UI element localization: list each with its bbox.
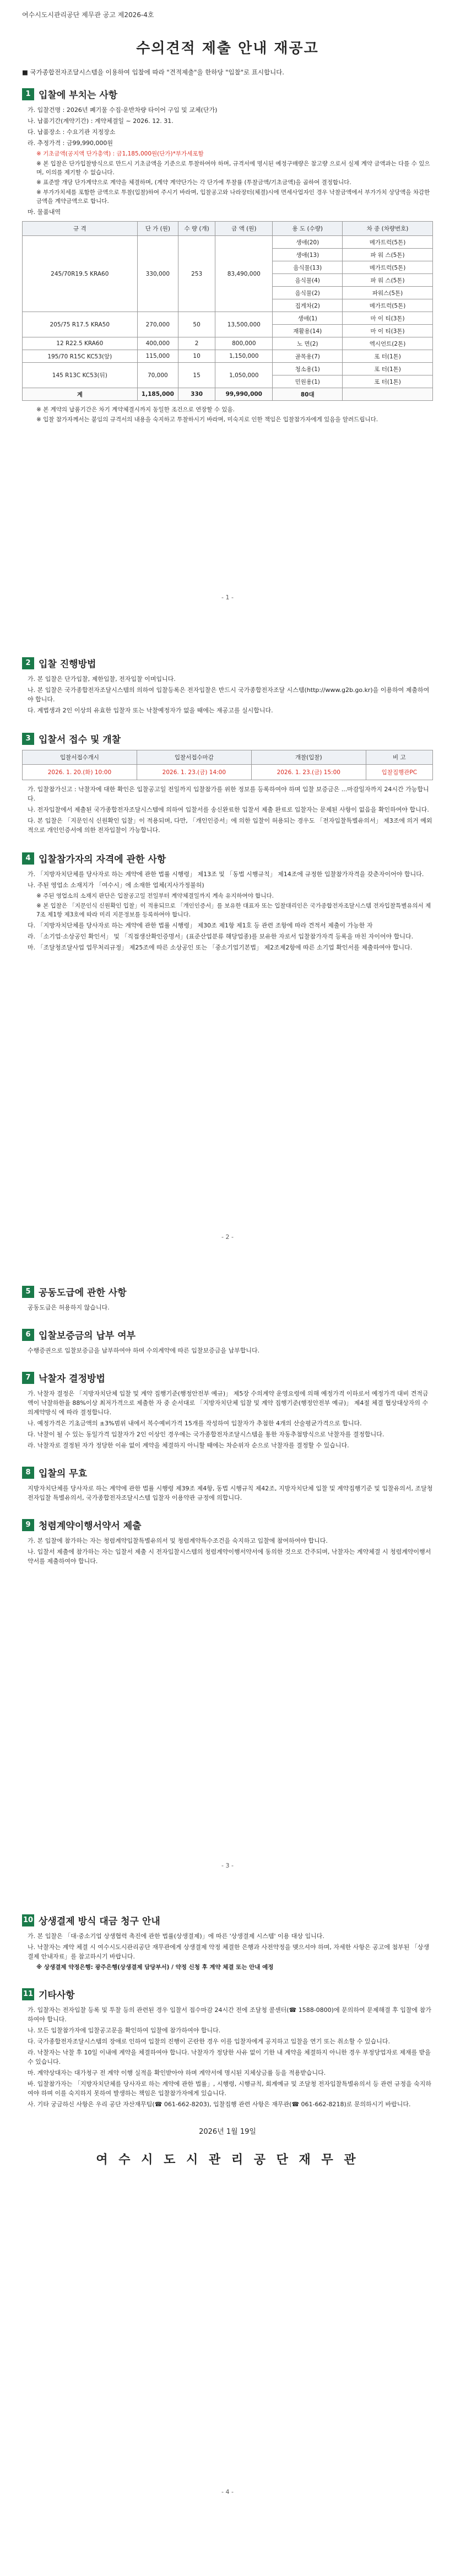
section-2 [22, 656, 433, 715]
section-title: 입찰참가자의 자격에 관한 사항 [39, 854, 166, 865]
section-5 [22, 1285, 433, 1312]
section-item: 나. 입찰서 제출에 참가하는 자는 입찰서 제출 시 전자입찰시스템의 청렴계약이행서약서에 동의한 것으로 간주되며, 낙찰자는 계약체결 시 청렴계약이행서약서를 제출하여야 합니다. [28, 1548, 431, 1565]
notice-number: 여수시도시관리공단 제무관 공고 제2026-4호 [22, 11, 154, 19]
section-item: 가. 본 입찰은 단가입찰, 제한입찰, 전자입찰 이며입니다. [28, 675, 176, 683]
section-title: 입찰의 무효 [39, 1468, 88, 1479]
table-cell: 195/70 R15C KC53(앞) [23, 350, 138, 363]
table-cell: 330 [178, 388, 215, 401]
table-cell: 99,990,000 [215, 388, 273, 401]
section-title: 입찰에 부치는 사항 [39, 90, 118, 101]
table-cell: 포 터(1톤) [343, 350, 433, 363]
table-header: 단 가 (원) [137, 222, 178, 236]
document-title: 수의견적 제출 안내 재공고 [136, 40, 319, 57]
section-item: 라. 「소기업·소상공인 확인서」 및 「직접생산확인증명서」(표준산업분류 해당업종)를 보유한 자로서 입찰참가자격 등록을 마친 자이어야 합니다. [28, 933, 414, 940]
page-number: - 3 - [221, 1862, 234, 1869]
table-cell: 마 이 티(3톤) [343, 325, 433, 337]
section-3 [22, 732, 433, 835]
section-8 [22, 1466, 433, 1502]
table-cell: 1,050,000 [215, 363, 273, 388]
table-header: 용 도 (수량) [273, 222, 343, 236]
section-item: 가. 본 입찰에 참가하는 자는 청렴계약입찰특별유의서 및 청렴계약특수조건을 숙지하고 입찰에 참여하여야 합니다. [28, 1537, 328, 1544]
section-number-badge: 5 [22, 1286, 34, 1298]
page-2 [22, 640, 433, 1246]
table-cell: 1,185,000 [137, 388, 178, 401]
page-1 [22, 0, 433, 607]
signature-organization: 여 수 시 도 시 관 리 공 단 재 무 관 [96, 2153, 359, 2167]
table-cell: 골목용(7) [273, 350, 343, 363]
table-cell: 집게차(2) [273, 299, 343, 312]
signature-date: 2026년 1월 19일 [199, 2128, 256, 2136]
table-cell: 1,150,000 [215, 350, 273, 363]
section-item: 가. 본 입찰은 「대·중소기업 상생협력 촉진에 관한 법률(상생결제)」에 따른 '상생결제 시스템' 이용 대상 입니다. [28, 1933, 324, 1940]
table-header: 규 격 [23, 222, 138, 236]
table-cell: 생애(1) [273, 312, 343, 325]
section-number-badge: 6 [22, 1329, 34, 1341]
table-cell: 50 [178, 312, 215, 337]
page-3 [22, 1268, 433, 1875]
section-number-badge: 10 [22, 1914, 34, 1926]
section-note: ※ 본 입찰은 단가입찰방식으로 만드시 기초금액을 기준으로 투찰하여야 하며, 규격서에 명시된 예정구매량은 참고량 으로서 실제 계약 금액과는 다를 수 있으며, 이의를 제기할 수 없습니다. [36, 160, 430, 176]
section-item: 라. 추정가격 : 금99,990,000원 [28, 139, 113, 147]
section-number-badge: 7 [22, 1372, 34, 1384]
section-7 [22, 1371, 433, 1450]
table-cell: 생애(20) [273, 236, 343, 249]
section-item: 사. 기타 궁금하신 사항은 우리 공단 자산재무팀(☎ 061-662-8203), 입찰집행 관련 사항은 재무관(☎ 061-662-8218)로 문의하시기 바랍니다. [28, 2101, 411, 2108]
section-item: 마. 계약상대자는 대가청구 전 계약 이행 실적을 확인받아야 하며 계약서에 명시된 지체상금률 등을 적용받습니다. [28, 2069, 326, 2076]
section-item: 다. 납품장소 : 수요기관 지정장소 [28, 128, 116, 136]
section-item: 바. 입찰참가자는 「지방자치단체를 당사자로 하는 계약에 관한 법률」, 시행령, 시행규칙, 회계예규 및 조달청 전자입찰특별유의서 등 관련 규정을 숙지하여야 하며 이를 숙지하지 못하여 발생하는 책임은 입찰참가자에게 있습니다. [28, 2080, 431, 2097]
section-note: ※ 주된 영업소의 소재지 판단은 입찰공고일 전일부터 계약체결일까지 계속 유지하여야 합니다. [36, 893, 274, 899]
section-number-badge: 3 [22, 733, 34, 745]
table-header: 비 고 [366, 750, 432, 765]
table-header: 개찰(입찰) [251, 750, 366, 765]
table-cell: 생애(13) [273, 249, 343, 261]
table-cell: 메가트럭(5톤) [343, 236, 433, 249]
table-cell: 파 워 스(5톤) [343, 249, 433, 261]
table-header: 입찰서접수마감 [137, 750, 251, 765]
section-note: ※ 본 계약의 납품기간은 차기 계약체결시까지 동일한 조건으로 연장할 수 있음. [36, 406, 235, 413]
section-10 [22, 1913, 433, 1972]
section-item: 다. 국가종합전자조달시스템의 장애로 인하여 입찰의 진행이 곤란한 경우 이를 입찰자에게 공지하고 입찰을 연기 또는 취소할 수 있습니다. [28, 2038, 390, 2045]
table-cell: 83,490,000 [215, 236, 273, 312]
table-cell: 음식물(4) [273, 274, 343, 287]
section-note: ※ 상생결제 약정은행: 광주은행(상생결제 담당부서) / 약정 신청 후 계약 체결 또는 안내 예정 [36, 1964, 274, 1971]
table-cell: 계 [23, 388, 138, 401]
section-number-badge: 9 [22, 1519, 34, 1531]
section-4 [22, 851, 433, 952]
table-cell: 메가트럭(5톤) [343, 261, 433, 274]
table-cell: 253 [178, 236, 215, 312]
table-cell: 80대 [273, 388, 343, 401]
section-item: 나. 모든 입찰참가자에 입찰공고문을 확인하여 입찰에 참가하여야 합니다. [28, 2027, 221, 2034]
table-row [23, 236, 433, 249]
lead-text: ■ 국가종합전자조달시스템을 이용하여 입찰에 따라 "견적제출"을 한하당 "입찰"로 표시합니다. [22, 68, 284, 76]
table-cell: 13,500,000 [215, 312, 273, 337]
section-item: 지방자치단체를 당사자로 하는 계약에 관한 법률 시행령 제39조 제4항, 동법 시행규칙 제42조, 지방자치단체 입찰 및 계약집행기준 및 입찰유의서, 조달청 전자입찰 특별유의서, 국가종합전자조달시스템 입찰자 이용약관 규정에 의합니다. [28, 1485, 433, 1501]
section-1 [22, 87, 433, 424]
spec-table [22, 221, 433, 401]
table-cell: 민원용(1) [273, 375, 343, 388]
section-11 [22, 1987, 433, 2109]
section-title: 입찰보증금의 납부 여부 [39, 1330, 136, 1341]
table-cell: 포 터(1톤) [343, 363, 433, 375]
table-row [23, 312, 433, 325]
section-item: 가. 「지방자치단체를 당사자로 하는 계약에 관한 법률 시행령」 제13조 및 「동법 시행규칙」 제14조에 규정한 입찰참가자격을 갖춘자이어야 합니다. [28, 871, 424, 878]
section-item: 다. 계법생과 2인 이상의 유효한 입찰자 또는 낙찰예정자가 없을 때에는 재공고를 실시합니다. [28, 707, 273, 714]
section-item: 다. 낙찰이 될 수 있는 동일가격 입찰자가 2인 이상인 경우에는 국가종합전자조달시스템을 통한 자동추첨방식으로 낙찰자를 결정합니다. [28, 1431, 384, 1438]
table-cell: 145 R13C KC53(뒤) [23, 363, 138, 388]
table-cell: 400,000 [137, 337, 178, 350]
section-title: 입찰 진행방법 [39, 659, 96, 670]
section-item: 나. 본 입찰은 국가종합전자조달시스템의 의하여 입찰등록은 전자입찰은 반드시 국가종합전자조달 시스템(http://www.g2b.go.kr)을 이용하여 제출하여야 합니다. [28, 686, 430, 703]
section-number-badge: 8 [22, 1467, 34, 1479]
table-cell: 음식물(2) [273, 287, 343, 299]
section-item: 마. 「조달청조달사업 업무처리규정」 제25조에 따른 소상공인 또는 「중소기업기본법」 제2조제2항에 따른 소기업 확인서를 제출하여야 합니다. [28, 944, 413, 951]
table-cell: 파워스(5톤) [343, 287, 433, 299]
section-item: 다. 본 입찰은 「지문인식 신원확인 입찰」이 적용되며, 다만, 「개인인증서」에 의한 입찰이 허용되는 경우도 「전자입찰특별유의서」 제3조에 의거 예외적으로 개인인증서에 의한 전자입찰이 가능합니다. [28, 817, 432, 834]
section-title: 입찰서 접수 및 개찰 [39, 734, 121, 745]
table-cell: 2026. 1. 23.(금) 15:00 [251, 765, 366, 780]
section-note: ※ 부가가치세를 포함한 금액으로 투찰(입찰)하여 주시기 바라며, 입찰공고와 나라장터(체결)시에 면세사업자인 경우 낙찰금액에서 부가가치 상당액을 차감한 금액을 계약금액으로 합니다. [36, 189, 430, 205]
table-total-row [23, 388, 433, 401]
section-number-badge: 2 [22, 657, 34, 669]
section-item: 나. 납품기간(계약기간) : 계약체결일 ~ 2026. 12. 31. [28, 117, 174, 125]
table-cell: 재활용(14) [273, 325, 343, 337]
section-item: 수행증권으로 입찰보증금을 납부하여야 하며 수의계약에 따른 입찰보증금을 납부합니다. [28, 1347, 260, 1354]
table-cell: 800,000 [215, 337, 273, 350]
table-cell: 245/70R19.5 KRA60 [23, 236, 138, 312]
section-note: ※ 입찰 참가자께서는 붙임의 규격서의 내용을 숙지하고 투찰하시기 바라며, 미숙지로 인한 책임은 입찰참가자에게 있음을 알려드립니다. [36, 416, 378, 423]
table-cell: 포 터(1톤) [343, 375, 433, 388]
section-note: ※ 표준발 개당 단가계약으로 계약을 체결하며, (계약 계약단가는 각 단가에 투찰률 (투찰금액/기초금액)을 곱하여 결정합니다. [36, 179, 351, 186]
table-header: 수 량 (개) [178, 222, 215, 236]
section-6 [22, 1328, 433, 1355]
section-item: 가. 입찰참가신고 : 낙찰자에 대한 확인은 입찰공고일 전일까지 입찰참가를 위한 정보를 등록하여야 하며 입찰 보증금은 ...마감일자까지 24시간 가능합니다. [28, 786, 429, 802]
page-number: - 4 - [221, 2488, 234, 2496]
section-item: 라. 낙찰자로 결정된 자가 정당한 이유 없이 계약을 체결하지 아니할 때에는 차순위자 순으로 낙찰자를 결정할 수 있습니다. [28, 1442, 349, 1449]
page-4 [22, 1897, 433, 2503]
section-item: 나. 예정가격은 기초금액의 ±3%범위 내에서 복수예비가격 15개를 작성하여 입찰자가 추첨한 4개의 산술평균가격으로 합니다. [28, 1420, 362, 1427]
section-item: 다. 「지방자치단체를 당사자로 하는 계약에 관한 법률 시행령」 제30조 제1항 제1호 등 관련 조항에 따라 견적서 제출이 가능한 자 [28, 922, 373, 929]
section-item: 나. 전자입찰에서 제출된 국가종합전자조달시스템에 의하여 입찰서를 송신완료한 입찰서 제출 완료로 입찰자는 문제된 사항이 없음을 확인하여야 합니다. [28, 806, 429, 813]
table-cell: 10 [178, 350, 215, 363]
section-number-badge: 4 [22, 852, 34, 865]
table-row [23, 363, 433, 375]
table-cell: 205/75 R17.5 KRA50 [23, 312, 138, 337]
section-note: ※ 본 입찰은 「지문인식 신원확인 입찰」이 적용되므로 「개인인증서」를 보유한 대표자 또는 입찰대리인은 국가종합전자조달시스템 전자입찰특별유의서 제7조 제1항 제3호에 따라 미리 지문정보를 등록하여야 합니다. [36, 903, 431, 918]
section-title: 상생결제 방식 대금 청구 안내 [39, 1916, 160, 1927]
page-number: - 1 - [221, 594, 234, 601]
section-item: 마. 물품내역 [28, 208, 61, 216]
section-title: 낙찰자 결정방법 [39, 1373, 105, 1384]
table-cell: 마 이 티(3톤) [343, 312, 433, 325]
table-header: 입찰서접수개시 [23, 750, 137, 765]
section-item: 공동도급은 허용하지 않습니다. [28, 1304, 110, 1311]
table-cell: 노 면(2) [273, 337, 343, 350]
table-cell: 12 R22.5 KRA60 [23, 337, 138, 350]
section-note: ※ 기초금액(공지액 단가총액) : 금1,185,000원(단가)*부가세포함 [36, 151, 204, 157]
table-cell: 270,000 [137, 312, 178, 337]
table-cell [343, 388, 433, 401]
section-item: 가. 입찰건명 : 2026년 폐기물 수집·운반차량 타이어 구입 및 교체(단가) [28, 106, 218, 114]
section-item: 나. 낙찰자는 계약 체결 시 여수시도시관리공단 재무관에게 상생결제 약정 체결한 은행과 사전약정을 맺으셔야 하며, 자세한 사항은 공고에 첨부된 「상생결제 안내자료」를 참고하시기 바랍니다. [28, 1944, 430, 1960]
table-cell: 파 워 스(5톤) [343, 274, 433, 287]
section-item: 가. 낙찰자 결정은 「지방자치단체 입찰 및 계약 집행기준(행정안전부 예규)」 제5장 수의계약 운영요령에 의해 예정가격 이하로서 예정가격 대비 견적금액이 낙찰하한율 88%이상 최저가격으로 제출한 자 중 순서대로 「지방자치단체 입찰 및 계약 집행기준(행정안전부 예규)」 제4절 체결 협상대상자의 수의계약방식 에 따라 결정합니다. [28, 1390, 429, 1416]
schedule-table [22, 750, 433, 780]
table-cell: 115,000 [137, 350, 178, 363]
table-cell: 엑시언트(2톤) [343, 337, 433, 350]
table-cell: 15 [178, 363, 215, 388]
section-item: 가. 입찰자는 전자입찰 등록 및 투찰 등의 관련된 경우 입찰서 접수마감 24시간 전에 조달청 콜센터(☎ 1588-0800)에 문의하여 문제해결 후 입찰에 참가하여야 합니다. [28, 2006, 431, 2023]
page-number: - 2 - [221, 1233, 234, 1241]
section-number-badge: 1 [22, 88, 34, 100]
section-number-badge: 11 [22, 1988, 34, 2000]
section-item: 라. 낙찰자는 낙찰 후 10일 이내에 계약을 체결하여야 합니다. 낙찰자가 정당한 사유 없이 기한 내 계약을 체결하지 아니한 경우 부정당업자로 제재를 받을 수 있습니다. [28, 2049, 431, 2065]
table-cell: 2026. 1. 20.(화) 10:00 [23, 765, 137, 780]
table-cell: 330,000 [137, 236, 178, 312]
table-cell: 2026. 1. 23.(금) 14:00 [137, 765, 251, 780]
section-title: 공동도급에 관한 사항 [39, 1287, 127, 1298]
section-title: 청렴계약이행서약서 제출 [39, 1521, 142, 1532]
section-item: 나. 주된 영업소 소재지가 「여수시」에 소재한 업체(지사가정불허) [28, 882, 204, 889]
table-cell: 청소용(1) [273, 363, 343, 375]
table-cell: 메가트럭(5톤) [343, 299, 433, 312]
table-row [23, 337, 433, 350]
table-cell: 음식물(13) [273, 261, 343, 274]
table-cell: 입찰집행관PC [366, 765, 432, 780]
table-header: 금 액 (원) [215, 222, 273, 236]
section-9 [22, 1518, 433, 1566]
table-cell: 70,000 [137, 363, 178, 388]
table-row [23, 350, 433, 363]
table-cell: 2 [178, 337, 215, 350]
table-header: 차 종 (차량번호) [343, 222, 433, 236]
section-title: 기타사항 [39, 1990, 75, 2001]
